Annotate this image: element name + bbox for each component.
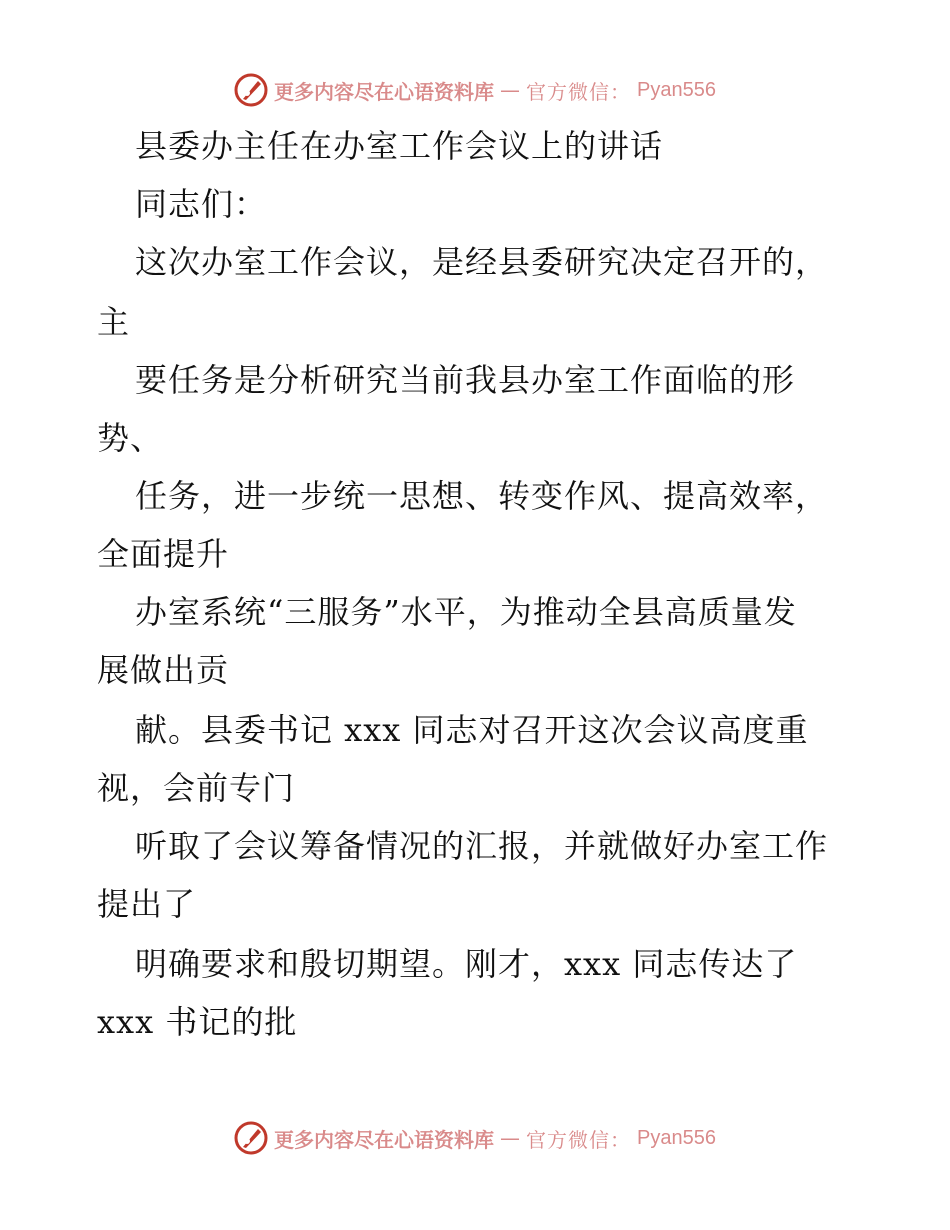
watermark-label: 官方微信： (526, 1127, 632, 1152)
watermark-text: 更多内容尽在心语资料库 (274, 79, 495, 104)
footer-watermark (0, 1118, 950, 1158)
paragraph-line: 主 (97, 303, 131, 341)
paragraph-line: 要任务是分析研究当前我县办室工作面临的形 (135, 361, 796, 399)
paragraph-line: 听取了会议筹备情况的汇报，并就做好办室工作 (135, 827, 829, 865)
paragraph-line: 办室系统“三服务”水平，为推动全县高质量发 (135, 593, 797, 631)
paragraph-line: 势、 (97, 419, 164, 457)
paragraph-line: 献。县委书记 xxx 同志对召开这次会议高度重 (135, 711, 809, 749)
paragraph-line: 提出了 (97, 885, 197, 923)
watermark-separator: — (500, 78, 521, 102)
paragraph-line: xxx 书记的批 (97, 1003, 298, 1041)
paragraph-line: 这次办室工作会议，是经县委研究决定召开的， (135, 243, 829, 281)
feather-pen-logo-icon (234, 1121, 268, 1155)
feather-pen-logo-icon (234, 73, 268, 107)
watermark-text: 更多内容尽在心语资料库 (274, 1127, 495, 1152)
watermark-id: Pyan556 (637, 1126, 716, 1149)
paragraph-line: 展做出贡 (97, 651, 230, 689)
watermark-label: 官方微信： (526, 79, 632, 104)
document-title: 县委办主任在办室工作会议上的讲话 (135, 127, 664, 165)
paragraph-line: 任务，进一步统一思想、转变作风、提高效率， (135, 477, 829, 515)
watermark-separator: — (500, 1126, 521, 1150)
header-watermark (0, 70, 950, 110)
paragraph-line: 明确要求和殷切期望。刚才，xxx 同志传达了 (135, 945, 798, 983)
watermark-id: Pyan556 (637, 78, 716, 101)
paragraph-line: 全面提升 (97, 535, 230, 573)
paragraph-line: 视，会前专门 (97, 769, 296, 807)
salutation: 同志们： (135, 185, 268, 223)
